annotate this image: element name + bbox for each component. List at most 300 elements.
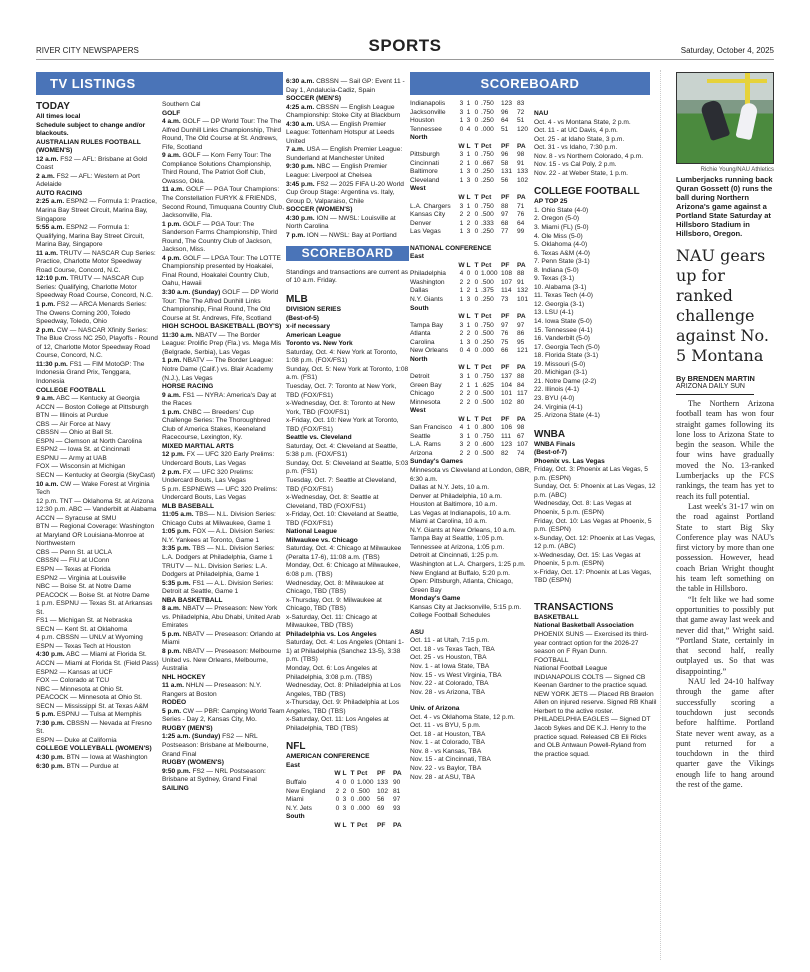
listing-heading: GOLF [162,109,181,117]
listing-heading: NATIONAL CONFERENCE [410,244,492,252]
standings-cell: 75 [501,338,509,346]
standings-cell: 0 [474,449,479,457]
listing-line [286,306,409,315]
standings-header-cell: W [458,194,465,202]
listing-text: Minnesota vs Cleveland at London, GBR, 6:30 a.m. [410,466,531,483]
standings-cell: 90 [393,779,401,787]
listing-line [410,765,533,774]
listing-time: 11 a.m. [162,682,184,690]
listing-text: x-Wednesday, Oct. 8: Seattle at Cleveland, TBD (FOX/FS1) [286,494,379,510]
standings-table [286,770,409,813]
listing-time: 5 p.m. [36,711,56,719]
listing-line [534,233,657,242]
listing-text: SECN — Kentucky at Georgia (SkyCast) [36,471,156,479]
listing-heading: SOCCER (MEN'S) [286,95,342,103]
listing-text: ESPN2 — Virginia at Louisville [36,574,127,582]
goalpost-crossbar [707,79,767,83]
standings-cell: 1 [466,100,471,107]
listing-line [410,629,533,638]
standings-cell: 91 [517,159,525,167]
team-name: Minnesota [410,398,441,406]
listing-text: FOX — A.L. Division Series: N.Y. Yankees at Toronto, Game 1 [162,528,275,544]
listing-text: 20. Michigan (3-1) [534,369,588,377]
listing-line [286,121,409,147]
listing-line [162,357,285,383]
player-figure [735,102,758,141]
listing-text: Sunday, Oct. 5: Phoenix at Las Vegas, 12 p.m. (ABC) [534,483,656,499]
listing-line [162,563,285,580]
standings-cell: 0 [459,125,464,133]
standings-cell: 3 [466,117,471,125]
listing-text: Open: Pittsburgh, Atlanta, Chicago, Green Bay [410,578,513,594]
standings-cell: 2 [466,330,471,338]
listing-line [534,691,657,717]
listing-line [534,466,657,483]
listing-line [162,759,285,768]
listing-line [36,361,159,387]
listing-line [162,648,285,674]
listing-text: ESPN — Clemson at North Carolina [36,437,142,445]
team-name: Green Bay [410,381,442,389]
listing-line [162,511,285,528]
team-name: Detroit [410,372,430,380]
listing-text: PEACOCK — Boise St. at Notre Dame [36,591,150,599]
listing-line [410,518,533,527]
listing-heading: NAU [534,110,549,117]
standings-cell: 0 [474,278,479,286]
listing-heading: Monday's Game [410,595,461,603]
listing-line [286,762,409,771]
standings-cell: 3 [459,441,464,449]
byline: By BRENDEN MARTIN [676,374,755,383]
standings-cell: 1 [459,338,464,346]
listing-text: x-Thursday, Oct. 9: Philadelphia at Los Angeles, TBD (TBS) [286,699,400,715]
standings-cell: 107 [517,441,529,449]
article-paragraph: NAU led 24-10 halfway through the game after successfully scoring a touchdown just seconds before halftime. Portland State never went away, as a punt returned for a touchdown in the third quarter gave the Vikings enough life to hang around the rest of the game. [676,677,774,789]
scoreboard-banner: SCOREBOARD [410,72,650,95]
listing-line [36,429,159,438]
listing-text: GOLF — Korn Ferry Tour: The Compliance Solutions Championship, Third Round, The Patriot Golf Club, Owasso, Okla. [162,152,272,185]
team-name: Denver [410,219,432,227]
listing-text: ESPN2 — Kansas at UCF [36,668,113,676]
listing-text: Nov. 22 - vs Baylor, TBA [410,765,482,773]
tv-listings-banner: TV LISTINGS [36,72,283,95]
listing-text: National Football League [534,665,608,673]
listing-line [410,552,533,561]
standings-cell: 1 [459,176,464,184]
standings-cell: 3 [466,168,471,176]
listing-time: 3:30 a.m. (Sunday) [162,289,221,297]
listing-heading: AUSTRALIAN RULES FOOTBALL (WOMEN'S) [36,138,141,155]
standings-header-cell: W [458,142,465,150]
standings-header-cell: L [466,194,471,202]
listing-line [36,113,159,122]
listing-line [36,438,159,447]
standings-header-cell: T [474,142,479,150]
listing-text: PEACOCK — Minnesota at Ohio St. [36,694,142,702]
listing-line [410,595,533,604]
standings-cell: 1 [459,287,464,295]
listing-heading: WNBA Finals [534,440,576,448]
standings-header-cell: PF [501,261,510,269]
listing-line [286,753,409,762]
standings-cell: .500 [357,787,370,795]
standings-cell: .625 [481,381,494,389]
listing-text: ESPNU — Tulsa at Memphis [56,711,142,719]
listing-line [162,725,285,734]
section-heading: TRANSACTIONS [534,601,614,613]
listing-line [286,813,409,822]
listing-heading: East [410,253,424,261]
section-heading: WNBA [534,428,566,440]
team-name: New England [286,787,326,795]
listing-line [162,503,285,512]
listing-text: 6. Texas A&M (4-0) [534,249,590,257]
listing-text: NBC — Boise St. at Notre Dame [36,583,132,591]
listing-time: 4:30 p.m. [286,214,315,222]
standings-table [410,416,533,459]
listing-line [162,451,285,468]
standings-header-cell [286,822,334,831]
listing-text: Saturday, Oct. 4: Los Angeles (Ohtani 1-1) at Philadelphia (Sanchez 13-5), 3:38 p.m. (TBS) [286,639,404,664]
standings-header-cell: W [458,313,465,321]
listing-time: 1 p.m. [162,357,182,365]
team-name: Jacksonville [410,108,446,116]
listing-line [162,708,285,725]
tv-listings-column-2 [162,101,285,793]
listing-line [534,352,657,361]
listing-text: FOX — Wisconsin at Michigan [36,463,126,471]
listing-text: Dallas at N.Y. Jets, 10 a.m. [410,484,490,492]
listing-heading: AMERICAN CONFERENCE [286,753,370,761]
listing-line [534,369,657,378]
listing-line [534,275,657,284]
listing-line [286,597,409,614]
listing-line [36,669,159,678]
standings-cell: 0 [474,432,479,440]
listing-line [534,327,657,336]
standings-cell: 117 [517,390,528,398]
listing-line [534,161,657,170]
standings-cell: 2 [466,287,471,295]
team-name: Chicago [410,390,435,398]
listing-line [534,674,657,691]
listing-heading: RUGBY (MEN'S) [162,724,213,732]
listing-line [286,562,409,579]
listing-line [286,181,409,207]
listing-line [410,748,533,757]
listing-text: Oct. 4 - vs Montana State, 2 p.m. [534,118,631,126]
listing-line [534,284,657,293]
listing-text: USA — English Premier League: Sunderland at Manchester United [286,146,403,162]
listing-text: FS1 — Michigan St. at Nebraska [36,617,133,625]
listing-line [534,404,657,413]
listing-text: Houston at Baltimore, 10 a.m. [410,501,498,509]
listing-line [410,714,533,723]
spacer [534,421,657,429]
standings-cell: 102 [501,398,513,406]
standings-cell: 3 [459,151,464,159]
standings-header-cell: T [474,261,479,269]
listing-heading: South [286,813,305,821]
listing-line [534,344,657,353]
listing-text: Wednesday, Oct. 8: Las Vegas at Phoenix, 5 p.m. (ESPN) [534,500,632,516]
standings-cell: 0 [474,296,479,304]
listing-text: FS1 — FIM MotoGP: The Indonesia Grand Prix, Tenggara, Indonesia [36,360,145,385]
listing-line [286,434,409,443]
listing-line [286,315,409,324]
listing-line [36,455,159,464]
photo-caption: Lumberjacks running back Quran Gossett (0) runs the ball during Northern Arizona's game against a Portland State Saturday at Hillsboro Stadium in Hillsboro, Oregon. [676,175,773,238]
listing-text: FS1 — A.L. Division Series: Detroit at Seattle, Game 1 [162,579,274,596]
listing-text: TBS— N.L. Division Series: Chicago Cubs at Milwaukee, Game 1 [162,511,276,527]
listing-line [534,716,657,759]
listing-text: ACCN — Boston College at Pittsburgh [36,403,149,411]
listing-line [162,186,285,220]
section-heading: MLB [286,294,308,306]
article-paragraph: “It felt like we had some opportunities to possibly put that game away last week and never did that,” Wright said. “Portland State, certainly in that second half, really outplayed us. So that was disappointing.” [676,594,774,676]
listing-line [36,703,159,712]
listing-text: x-Friday, Oct. 10: New York at Toronto, TBD (FOX/FS1) [286,417,399,433]
listing-line [36,557,159,566]
spacer [534,594,657,602]
listing-line [534,552,657,569]
standings-cell: 0 [474,117,479,125]
standings-header-cell [286,770,334,779]
listing-time: 5:35 p.m. [162,579,191,587]
standings-header-cell: L [466,313,471,321]
listing-line [286,332,409,341]
listing-line [36,575,159,584]
listing-text: TBS — N.L. Division Series: L.A. Dodgers at Philadelphia, Game 1 [162,545,275,561]
standings-header-cell: PA [517,364,526,372]
listing-line [286,104,409,121]
listing-text: NEW YORK JETS — Placed RB Braelon Allen on injured reserve. Signed RB Khalil Herbert to the active roster. [534,690,657,715]
standings-table [410,313,533,356]
listing-heading: American League [286,331,341,339]
standings-cell: 77 [501,228,509,236]
listing-line [286,340,409,349]
listing-heading: NBA BASKETBALL [162,596,223,604]
listing-time: 5:55 a.m. [36,224,65,232]
listing-line [162,597,285,606]
article-body [676,399,774,790]
standings-header-cell: L [342,770,347,778]
listing-line [410,253,533,262]
listing-heading: AP TOP 25 [534,198,568,206]
listing-time: 2:25 a.m. [36,198,65,206]
listing-line [410,578,533,595]
listing-line [286,665,409,682]
listing-line [36,275,159,301]
listing-line [286,349,409,366]
listing-text: 24. Virginia (4-1) [534,403,583,411]
standings-cell: 0 [350,779,355,787]
standings-header-cell: L [466,142,471,150]
listing-line [534,309,657,318]
listing-text: NBC — English Premier League: Liverpool at Chelsea [286,163,388,180]
listing-text: CBSSN — Ohio at Ball St. [36,429,113,437]
standings-cell: 3 [459,372,464,380]
section-title: SPORTS [368,36,442,55]
listing-line [162,785,285,794]
listing-line [410,484,533,493]
standings-cell: 4 [459,424,464,432]
standings-header-cell: T [350,770,355,778]
listing-line [36,592,159,601]
listing-text: 18. Florida State (3-1) [534,352,599,360]
listing-text: ESPN2 — Formula 1: Qualifying, Marina Bay Street Circuit, Marina Bay, Singapore [36,224,145,249]
feature-article [676,72,774,790]
listing-text: Oct. 11 - at UC Davis, 4 p.m. [534,127,618,135]
listing-text: ACCN — Miami at Florida St. (Field Pass) [36,660,159,667]
listing-line [534,258,657,267]
listing-line [534,136,657,145]
listing-line [162,255,285,289]
standings-cell: 76 [501,330,509,338]
team-name: L.A. Chargers [410,202,451,210]
standings-cell: 0 [474,159,479,167]
team-name: Arizona [410,449,433,457]
listing-line [410,739,533,748]
standings-header-cell: PF [501,194,510,202]
listing-text: ESPN — Texas at Florida [36,565,111,573]
listing-heading: North [410,355,428,363]
standings-cell: 1 [466,424,471,432]
scoreboard-banner: SCOREBOARD [286,246,409,261]
spacer [410,237,533,245]
standings-cell: .250 [481,168,494,176]
listing-line [286,95,409,104]
listing-line [36,198,159,224]
standings-header-cell: W [458,364,465,372]
standings-cell: 108 [501,270,513,278]
standings-cell: 2 [459,398,464,406]
standings-header-cell: T [474,415,479,423]
listing-line [410,731,533,740]
team-name: Atlanta [410,330,431,338]
standings-cell: .750 [481,432,494,440]
standings-cell: 107 [501,278,513,286]
standings-cell: 3 [466,228,471,236]
listing-text: Tuesday, Oct. 7: Seattle at Cleveland, TBD (FOX/FS1) [286,476,397,493]
listing-text: Saturday, Oct. 4: Chicago at Milwaukee (Peralta 17-6), 11:08 a.m. (TBS) [286,545,402,561]
standings-cell: 2 [459,390,464,398]
listing-text: TRUTV — NASCAR Cup Series: Practice, Charlotte Motor Speedway Road Course, Concord, N.C. [36,249,156,274]
listing-text: Sunday, Oct. 5: Cleveland at Seattle, 5:03 p.m. (FS1) [286,459,409,476]
listing-text: FS2 — ARCA Menards Series: The Owens Corning 200, Toledo Speedway, Toledo, Ohio [36,301,147,326]
standings-cell: 1 [459,168,464,176]
listing-line [162,469,285,486]
listing-line [36,412,159,421]
standings-header-cell: PA [517,415,526,423]
standings-cell: 97 [501,211,509,219]
standings-cell: 64 [501,117,509,125]
nfl-standings-column [410,100,533,782]
standings-cell: 97 [393,796,401,804]
listing-line [410,510,533,519]
standings-header-cell: PA [393,770,402,778]
listing-heading: HORSE RACING [162,383,214,391]
listing-text: FX — UFC 320 Early Prelims: Undercard Bouts, Las Vegas [162,451,275,467]
standings-cell: .750 [481,202,494,210]
standings-cell: 1 [459,117,464,125]
listing-line [162,101,285,110]
listing-text: 7. Penn State (3-1) [534,258,590,266]
listing-line [410,722,533,731]
listing-line [534,110,657,119]
standings-cell: 2 [459,330,464,338]
listing-heading: RUGBY (WOMEN'S) [162,759,224,767]
listing-heading: DIVISION SERIES [286,306,341,314]
standings-cell: .500 [481,211,494,219]
listing-text: 25. Arizona State (4-1) [534,412,600,420]
listing-text: CW — PBR: Camping World Team Series - Day 2, Kansas City, Mo. [162,707,285,724]
listing-heading: North [410,134,428,142]
listing-text: 2. Oregon (5-0) [534,215,580,223]
standings-header-cell: T [350,821,355,829]
listing-text: Oct. 11 - vs BYU, 5 p.m. [410,722,481,730]
listing-text: 12. Georgia (3-1) [534,300,585,308]
standings-cell: 0 [474,228,479,236]
listing-text: Nov. 8 - vs Northern Colorado, 4 p.m. [534,152,644,160]
listing-line [534,395,657,404]
standings-cell: 0 [342,779,347,787]
listing-text: Nov. 22 - at Colorado, TBA [410,680,489,688]
listing-line [534,622,657,631]
listing-line [162,605,285,631]
listing-text: 12 p.m. TNT — Oklahoma St. at Arizona [36,497,154,505]
standings-header-cell [410,143,458,152]
standings-header-cell: PF [501,142,510,150]
listing-text: Saturday, Oct. 4: New York at Toronto, 1:08 p.m. (FOX/FS1) [286,348,398,365]
standings-header-cell: L [466,415,471,423]
listing-text: 5. Oklahoma (4-0) [534,241,588,249]
spacer [410,697,533,705]
listing-line [410,654,533,663]
listing-text: College Football Schedules [410,612,491,620]
listing-line [534,301,657,310]
listing-line [286,528,409,537]
standings-cell: .500 [481,390,494,398]
listing-line [36,472,159,481]
listing-line [286,78,409,95]
listing-text: New England at Buffalo, 5:20 p.m. [410,569,510,577]
listing-line [162,486,285,503]
standings-header-cell: PF [377,821,386,829]
standings-cell: .750 [481,321,494,329]
team-name: Houston [410,117,435,125]
listing-line [162,733,285,759]
standings-cell: 1 [474,287,479,295]
listing-time: 11:30 p.m. [36,360,68,368]
standings-cell: .250 [481,176,494,184]
standings-cell: 98 [517,424,525,432]
listing-line [286,400,409,417]
standings-cell: 51 [517,117,525,125]
listing-line [534,335,657,344]
listing-line [534,361,657,370]
standings-cell: 2 [459,211,464,219]
listing-text: x-Friday, Oct. 17: Phoenix at Las Vegas, TBD (ESPN) [534,568,652,585]
standings-cell: 102 [517,176,529,184]
listing-line [36,156,159,173]
listing-text: ABC — Kentucky at Georgia [56,395,140,403]
listing-line [534,441,657,450]
listing-time: 6:30 p.m. [36,762,65,770]
listing-text: Nov. 15 - vs Cal Poly, 2 p.m. [534,161,617,169]
listing-line [410,680,533,689]
